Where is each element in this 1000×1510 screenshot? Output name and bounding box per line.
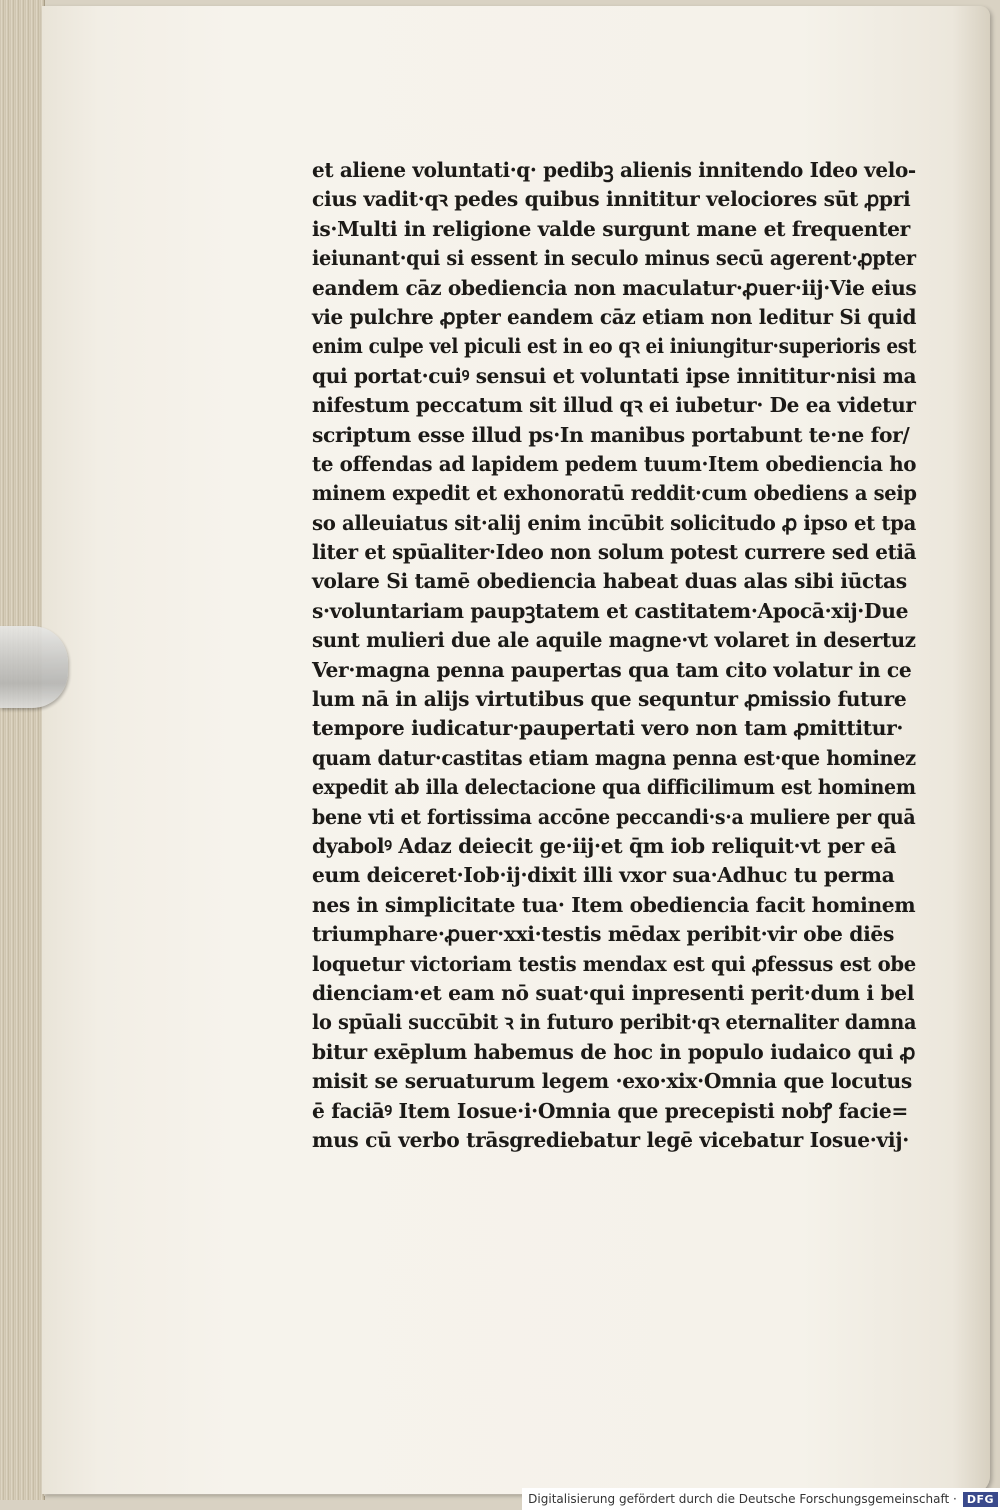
text-line: nifestum peccatum sit illud qꝛ ei iubetur· De ea videtur: [312, 393, 916, 418]
text-line: lo spūali succūbit ꝛ in futuro peribit·qꝛ eternaliter damna: [312, 1010, 917, 1035]
text-line: triumphare·ꝓuer·xxi·testis mēdax peribit·vir obe diēs: [312, 922, 894, 947]
text-line: sunt mulieri due ale aquile magne·vt volaret in desertuz: [312, 628, 916, 653]
text-line: et aliene voluntati·q· pedibꝫ alienis innitendo Ideo velo-: [312, 158, 916, 182]
text-line: ieiunant·qui si essent in seculo minus secū agerent·ꝓpter: [312, 246, 916, 271]
text-line: te offendas ad lapidem pedem tuum·Item obediencia ho: [312, 451, 917, 476]
text-line: nes in simplicitate tua· Item obediencia facit hominem: [312, 892, 916, 917]
text-line: quam datur·castitas etiam magna penna est·que hominez: [312, 745, 916, 770]
text-line: dienciam·et eam nō suat·qui inpresenti perit·dum i bel: [312, 980, 915, 1005]
text-line: vie pulchre ꝓpter eandem cāz etiam non leditur Si quid: [312, 304, 917, 329]
text-line: qui portat·cuiꝰ sensui et voluntati ipse innititur·nisi ma: [312, 363, 917, 388]
text-line: minem expedit et exhonoratū reddit·cum obediens a seip: [312, 481, 917, 506]
text-line: tempore iudicatur·paupertati vero non tam ꝓmittitur·: [312, 716, 904, 741]
book-fore-edge: [0, 0, 45, 1500]
page-clip: [0, 626, 68, 708]
text-line: enim culpe vel piculi est in eo qꝛ ei iniungitur·superioris est: [312, 334, 917, 359]
text-line: expedit ab illa delectacione qua difficilimum est hominem: [312, 775, 916, 800]
text-line: eandem cāz obediencia non maculatur·ꝓuer·iij·Vie eius: [312, 275, 917, 300]
text-line: bitur exēplum habemus de hoc in populo iudaico qui ꝓ: [312, 1039, 916, 1064]
text-column: [312, 156, 924, 1155]
text-line: eum deiceret·Iob·ij·dixit illi vxor sua·Adhuc tu perma: [312, 863, 895, 888]
text-line: misit se seruaturum legem ·exo·xix·Omnia que locutus: [312, 1069, 912, 1094]
footer: [522, 1488, 1000, 1510]
text-line: liter et spūaliter·Ideo non solum potest currere sed etiā: [312, 540, 917, 565]
text-line: ē faciāꝰ Item Iosue·i·Omnia que precepisti nobꝭ facie=: [312, 1098, 908, 1123]
dfg-logo: DFG: [963, 1492, 998, 1507]
text-line: lum nā in alijs virtutibus que sequntur ꝓmissio future: [312, 687, 907, 712]
text-line: mus cū verbo trāsgrediebatur legē vicebatur Iosue·vij·: [312, 1127, 909, 1152]
text-line: scriptum esse illud ps·In manibus portabunt te·ne for/: [312, 422, 910, 447]
text-line: Ver·magna penna paupertas qua tam cito volatur in ce: [312, 657, 912, 682]
footer-credit: Digitalisierung gefördert durch die Deutsche Forschungsgemeinschaft ·: [528, 1492, 957, 1506]
text-line: so alleuiatus sit·alij enim incūbit solicitudo ꝓ ipso et tpa: [312, 510, 916, 535]
text-line: loquetur victoriam testis mendax est qui ꝓfessus est obe: [312, 951, 916, 976]
text-line: cius vadit·qꝛ pedes quibus innititur velociores sūt ꝓpri: [312, 187, 911, 212]
text-line: bene vti et fortissima accōne peccandi·s·a muliere per quā: [312, 804, 916, 829]
text-line: is·Multi in religione valde surgunt mane et frequenter: [312, 216, 910, 241]
text-line: volare Si tamē obediencia habeat duas alas sibi iūctas: [312, 569, 907, 594]
text-line: dyabolꝰ Adaz deiecit ge·iij·et q̄m iob reliquit·vt per eā: [312, 833, 896, 858]
text-line: s·voluntariam paupꝫtatem et castitatem·Apocā·xij·Due: [312, 598, 909, 623]
